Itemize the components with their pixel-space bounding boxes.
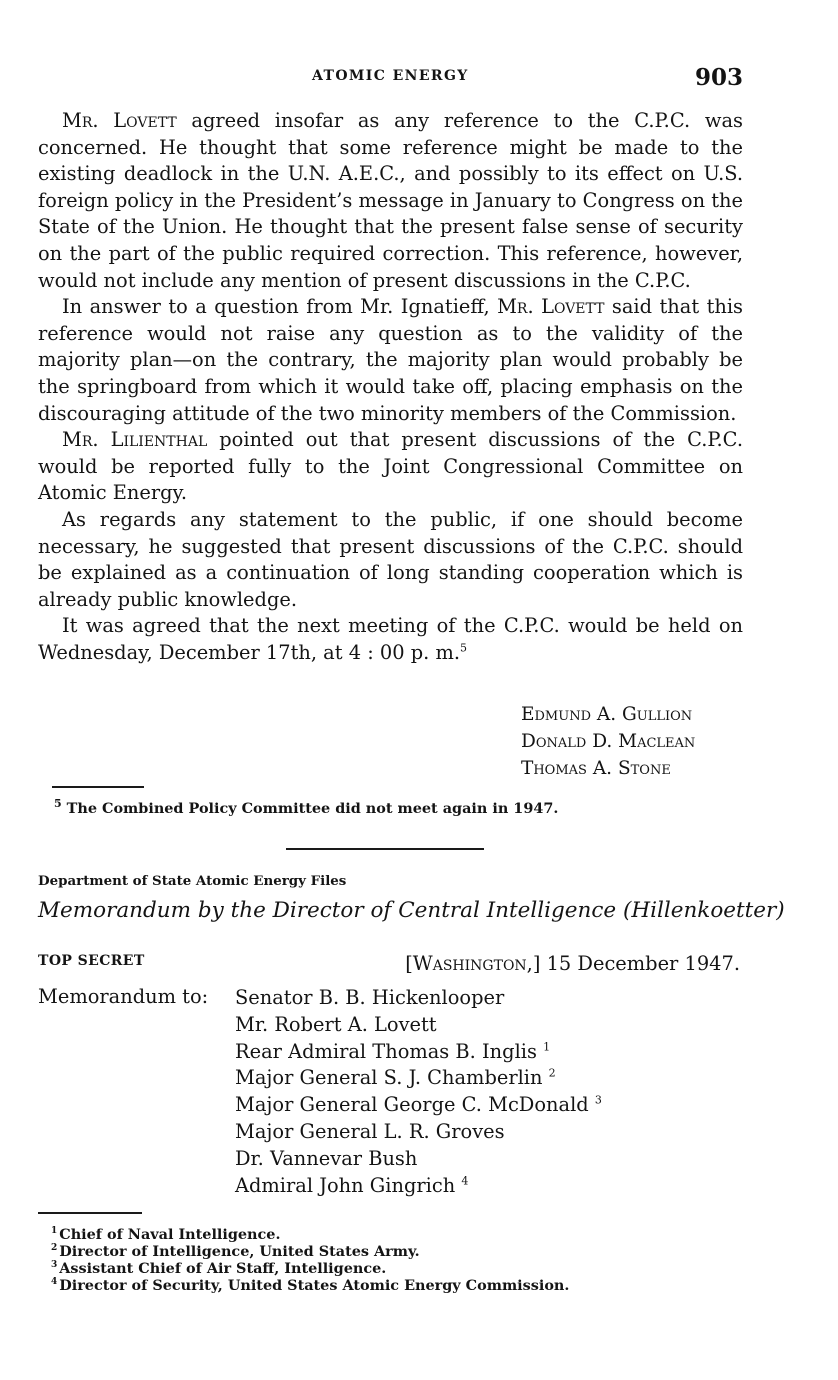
paragraph (38, 427, 743, 507)
recipient-name: Major General George C. McDonald (235, 1093, 589, 1117)
footnote-mark: 5 (54, 797, 62, 811)
footnote-text: The Combined Policy Committee did not meet again in 1947. (66, 800, 559, 817)
section-divider (286, 848, 484, 850)
classification: TOP SECRET (38, 953, 145, 969)
paragraph (38, 294, 743, 427)
speaker-name: Mr. Lovett (497, 295, 605, 319)
footnote-reference: 4 (461, 1174, 469, 1188)
recipient (235, 985, 602, 1012)
recipient-name: Mr. Robert A. Lovett (235, 1012, 437, 1036)
dateline: [Washington,] 15 December 1947. (405, 952, 740, 975)
recipient (235, 1012, 602, 1039)
page-number: 903 (694, 64, 743, 91)
paragraph-text: pointed out that present discussions of the C.P.C. would be reported fully to the Joint Congressional Committee on Atomic Energy. (38, 428, 743, 505)
body-text (38, 108, 743, 666)
paragraph (38, 613, 743, 666)
footnote-mark: 4 (51, 1277, 58, 1288)
recipient (235, 1146, 602, 1173)
footnote-rule (52, 786, 144, 788)
footnote (51, 1226, 569, 1243)
footnote-text: Director of Intelligence, United States Army. (59, 1243, 420, 1260)
document-title (38, 898, 785, 923)
signatory: Edmund A. Gullion (521, 704, 693, 725)
footnote-mark: 1 (51, 1226, 58, 1237)
recipient (235, 1119, 602, 1146)
title-text-end: ) (776, 898, 785, 923)
paragraph (38, 507, 743, 613)
footnote-mark: 3 (51, 1260, 58, 1271)
footnote-reference: 2 (548, 1066, 556, 1080)
document-page (38, 0, 785, 1380)
recipient (235, 1039, 602, 1066)
recipient-name: Major General L. R. Groves (235, 1119, 505, 1143)
recipient-name: Senator B. B. Hickenlooper (235, 986, 505, 1009)
footnote-reference: 3 (594, 1093, 602, 1107)
signatory: Donald D. Maclean (521, 731, 696, 752)
footnote-text: Chief of Naval Intelligence. (59, 1226, 281, 1243)
footnote (51, 1277, 569, 1294)
paragraph-text: It was agreed that the next meeting of the C.P.C. would be held on Wednesday, December 17th, at 4 : 00 p. m. (38, 614, 743, 664)
title-author: Hillenkoetter (631, 898, 777, 923)
footnote (51, 1260, 569, 1277)
footnote-mark: 2 (51, 1243, 58, 1254)
recipient (235, 1092, 602, 1119)
footnote (51, 1243, 569, 1260)
signature-block (521, 701, 695, 782)
paragraph-text: agreed insofar as any reference to the C.P.C. was concerned. He thought that some reference might be made to the existing deadlock in the U.N. A.E.C., and possibly to its effect on U.S. foreign policy in the President’s message in January to Congress on the State of the Union. He thought that the present false sense of security on the part of the public required correction. This reference, however, would not include any mention of present discussions in the C.P.C. (38, 109, 743, 292)
paragraph-text: said that this reference would not raise any question as to the validity of the majority plan—on the contrary, the majority plan would probably be the springboard from which it would take off, placing emphasis on the discouraging attitude of the two minority members of the Commission. (38, 295, 743, 425)
recipient-name: Major General S. J. Chamberlin (235, 1066, 543, 1090)
footnote-reference: 1 (543, 1040, 551, 1054)
footnote-text: Director of Security, United States Atomic Energy Commission. (59, 1277, 570, 1294)
footnotes (51, 1226, 569, 1294)
memorandum-to-label: Memorandum to: (38, 985, 209, 1008)
footnote-reference: 5 (460, 641, 468, 655)
recipient-name: Admiral John Gingrich (235, 1173, 456, 1197)
recipient (235, 1173, 602, 1200)
footnote-text: Assistant Chief of Air Staff, Intelligence. (59, 1260, 387, 1277)
recipient-name: Rear Admiral Thomas B. Inglis (235, 1039, 537, 1063)
paragraph-text: As regards any statement to the public, if one should become necessary, he suggested that present discussions of the C.P.C. should be explained as a continuation of long standing cooperation which is already public knowledge. (38, 507, 743, 611)
signatory: Thomas A. Stone (521, 758, 671, 779)
speaker-name: Mr. Lilienthal (62, 428, 208, 452)
dateline-date: 15 December 1947. (546, 952, 740, 975)
footnote-rule (38, 1212, 142, 1214)
dateline-place: Washington, (412, 952, 533, 975)
recipient (235, 1065, 602, 1092)
running-title: ATOMIC ENERGY (312, 68, 469, 84)
source-line: Department of State Atomic Energy Files (38, 873, 347, 889)
paragraph (38, 108, 743, 294)
paragraph-text: In answer to a question from Mr. Ignatieff, (62, 295, 498, 319)
recipient-list (235, 985, 602, 1199)
footnote (54, 797, 559, 817)
title-text: Memorandum by the Director of Central Intelligence ( (38, 898, 632, 923)
speaker-name: Mr. Lovett (62, 109, 177, 132)
running-head (38, 66, 743, 92)
recipient-name: Dr. Vannevar Bush (235, 1146, 418, 1170)
